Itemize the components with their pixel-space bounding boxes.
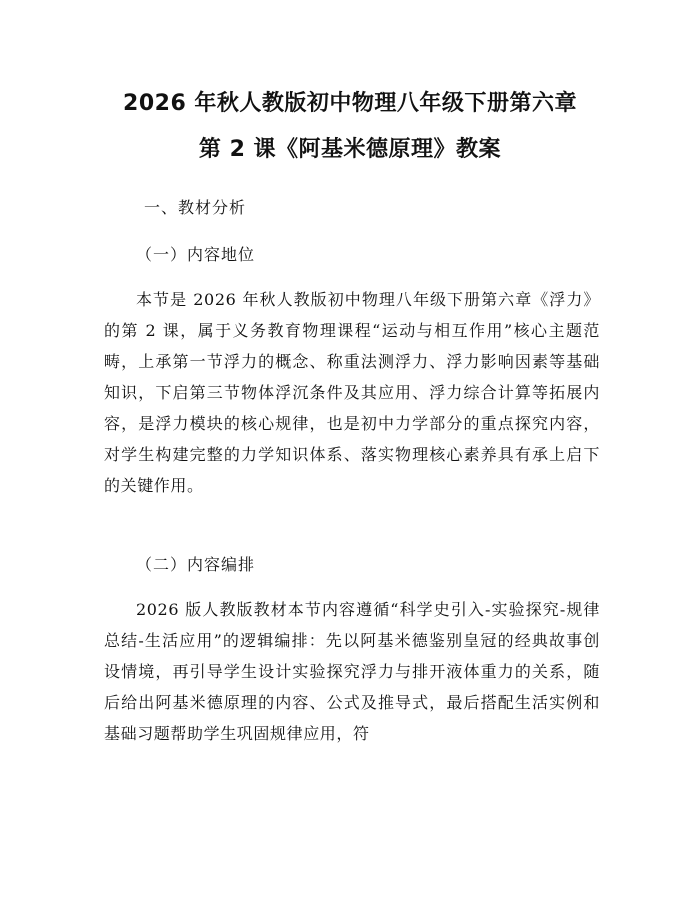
document-title-line-1: 2026 年秋人教版初中物理八年级下册第六章 — [123, 91, 577, 116]
subsection-heading-content-arrangement: （二）内容编排 — [136, 555, 256, 574]
subsection-heading-content-position: （一）内容地位 — [136, 245, 256, 264]
paragraph-content-arrangement: 2026 版人教版教材本节内容遵循“科学史引入-实验探究-规律总结-生活应用”的逻辑编排：先以阿基米德鉴别皇冠的经典故事创设情境，再引导学生设计实验探究浮力与排开液体重力的关系，随后给出阿基米德原理的内容、公式及推导式，最后搭配生活实例和基础习题帮助学生巩固规律应用，符 — [104, 600, 600, 743]
paragraph-content-position: 本节是 2026 年秋人教版初中物理八年级下册第六章《浮力》的第 2 课，属于义务教育物理课程“运动与相互作用”核心主题范畴，上承第一节浮力的概念、称重法测浮力、浮力影响因素等基础知识，下启第三节物体浮沉条件及其应用、浮力综合计算等拓展内容，是浮力模块的核心规律，也是初中力学部分的重点探究内容，对学生构建完整的力学知识体系、落实物理核心素养具有承上启下的关键作用。 — [104, 290, 600, 495]
document-title-line-2: 第 2 课《阿基米德原理》教案 — [198, 137, 502, 162]
section-heading-textbook-analysis: 一、教材分析 — [144, 198, 247, 217]
